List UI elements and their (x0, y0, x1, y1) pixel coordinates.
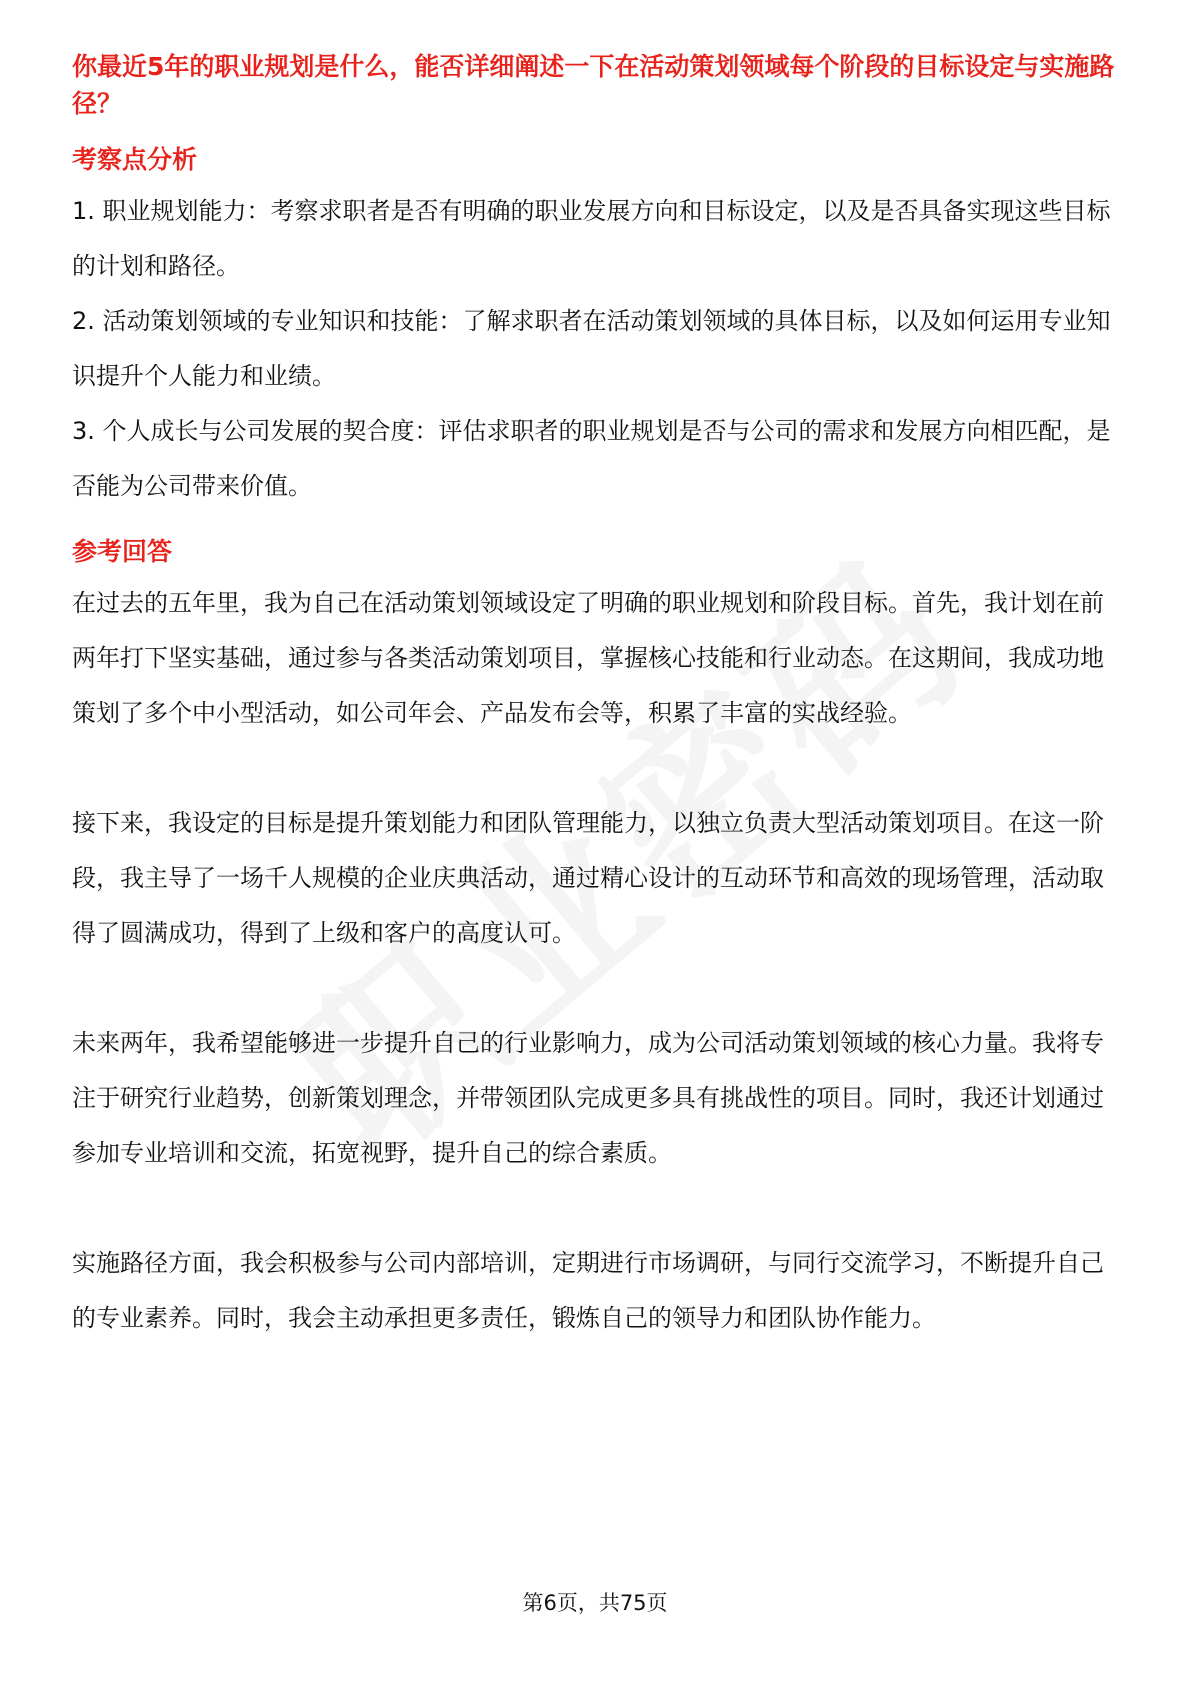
question-heading: 你最近5年的职业规划是什么，能否详细阐述一下在活动策划领域每个阶段的目标设定与实施路径？ (72, 52, 1115, 118)
answer-paragraph: 未来两年，我希望能够进一步提升自己的行业影响力，成为公司活动策划领域的核心力量。我将专注于研究行业趋势，创新策划理念，并带领团队完成更多具有挑战性的项目。同时，我还计划通过参加专业培训和交流，拓宽视野，提升自己的综合素质。 (72, 1029, 1104, 1167)
answer-paragraph: 实施路径方面，我会积极参与公司内部培训，定期进行市场调研，与同行交流学习，不断提升自己的专业素养。同时，我会主动承担更多责任，锻炼自己的领导力和团队协作能力。 (72, 1249, 1104, 1332)
analysis-item: 2. 活动策划领域的专业知识和技能：了解求职者在活动策划领域的具体目标，以及如何运用专业知识提升个人能力和业绩。 (72, 307, 1111, 390)
answer-paragraph: 在过去的五年里，我为自己在活动策划领域设定了明确的职业规划和阶段目标。首先，我计划在前两年打下坚实基础，通过参与各类活动策划项目，掌握核心技能和行业动态。在这期间，我成功地策划了多个中小型活动，如公司年会、产品发布会等，积累了丰富的实战经验。 (72, 589, 1104, 727)
answer-body (72, 576, 1118, 1346)
analysis-item: 1. 职业规划能力：考察求职者是否有明确的职业发展方向和目标设定，以及是否具备实现这些目标的计划和路径。 (72, 197, 1111, 280)
analysis-item: 3. 个人成长与公司发展的契合度：评估求职者的职业规划是否与公司的需求和发展方向相匹配，是否能为公司带来价值。 (72, 417, 1111, 500)
analysis-title: 考察点分析 (72, 145, 198, 174)
page-number-footer: 第6页，共75页 (522, 1591, 668, 1615)
answer-paragraph: 接下来，我设定的目标是提升策划能力和团队管理能力，以独立负责大型活动策划项目。在这一阶段，我主导了一场千人规模的企业庆典活动，通过精心设计的互动环节和高效的现场管理，活动取得了圆满成功，得到了上级和客户的高度认可。 (72, 809, 1104, 947)
analysis-list (72, 184, 1118, 514)
content (72, 48, 1118, 1346)
answer-title: 参考回答 (72, 537, 173, 566)
